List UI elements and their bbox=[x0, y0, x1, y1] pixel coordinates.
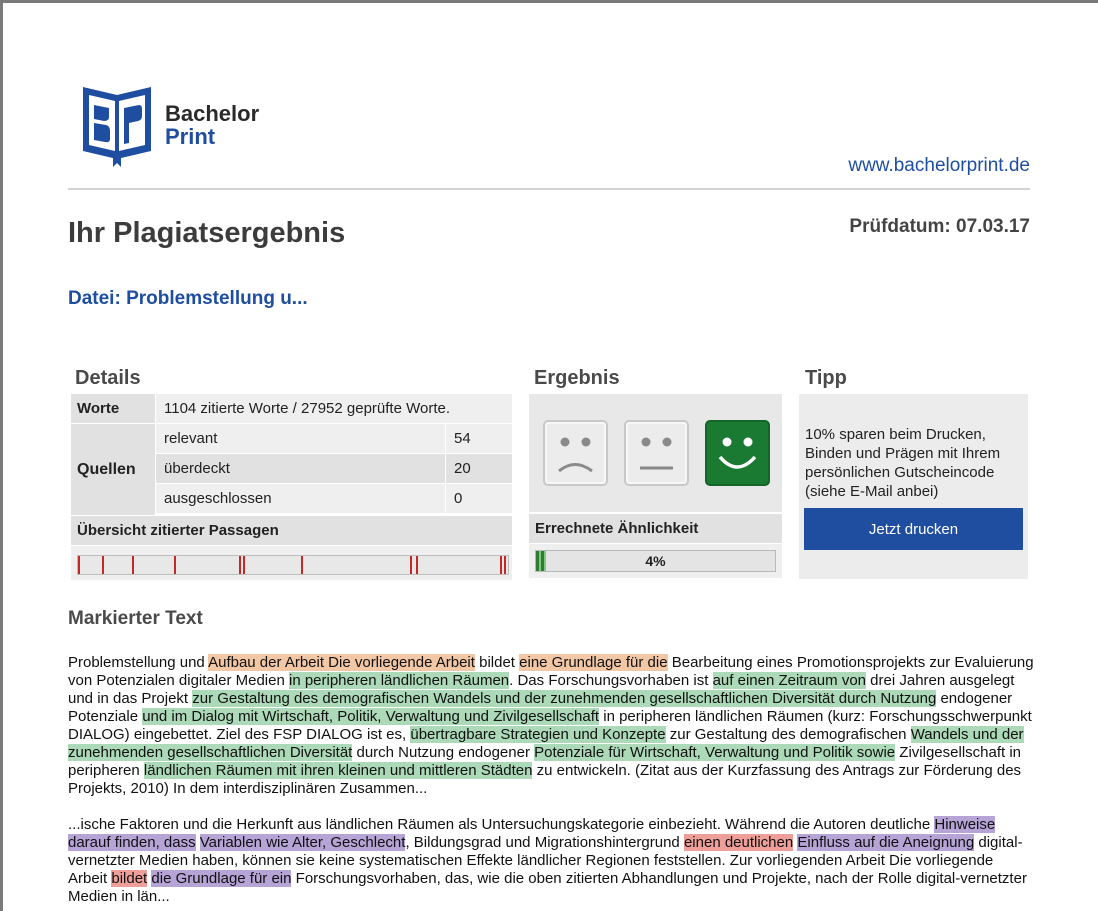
highlighted-passage[interactable]: und im Dialog mit Wirtschaft, Politik, Verwaltung und Zivilgesellschaft bbox=[142, 708, 600, 725]
similarity-bar bbox=[535, 550, 776, 572]
logo-line-bachelor: Bachelor bbox=[165, 101, 260, 126]
worte-row bbox=[71, 394, 512, 424]
quellen-row-value: 0 bbox=[445, 484, 512, 513]
page-title: Ihr Plagiatsergebnis bbox=[68, 217, 346, 249]
tipp-heading: Tipp bbox=[805, 367, 847, 389]
passage-marker[interactable] bbox=[410, 556, 412, 574]
ergebnis-heading: Ergebnis bbox=[534, 367, 620, 389]
quellen-row bbox=[155, 454, 512, 484]
details-heading: Details bbox=[75, 367, 141, 389]
bachelorprint-logo[interactable] bbox=[79, 81, 279, 167]
highlighted-passage[interactable]: übertragbare Strategien und Konzepte bbox=[410, 726, 666, 743]
highlighted-passage[interactable]: einen deutlichen bbox=[683, 834, 794, 851]
text-segment: in peripheren ländlichen Räumen (kurz: Forschungsschwerpunkt DIALOG) eingebettet. Ziel des FSP DIALOG ist es, bbox=[68, 708, 1032, 743]
highlighted-passage[interactable]: Einfluss auf die Aneignung bbox=[797, 834, 975, 851]
passage-marker[interactable] bbox=[243, 556, 245, 574]
result-faces bbox=[529, 394, 782, 514]
passage-marker[interactable] bbox=[132, 556, 134, 574]
similarity-value: 4% bbox=[645, 553, 666, 569]
highlighted-passage[interactable]: Aufbau der Arbeit Die vorliegende Arbeit bbox=[208, 654, 475, 671]
marked-paragraph-2 bbox=[68, 816, 1035, 906]
quellen-row bbox=[155, 484, 512, 514]
passage-marker[interactable] bbox=[78, 556, 80, 574]
text-segment: Bearbeitung eines Promotionsprojekts zur Evaluierung von Potenzialen digitaler Medien bbox=[68, 654, 1034, 689]
text-segment: zu entwickeln. (Zitat aus der Kurzfassung des Antrags zur Förderung des Projekts, 2010) In dem interdisziplinären Zusammen... bbox=[68, 762, 1022, 797]
uebersicht-label: Übersicht zitierter Passagen bbox=[71, 516, 512, 546]
quellen-row-label: ausgeschlossen bbox=[155, 484, 445, 513]
highlighted-passage[interactable]: auf einen Zeitraum von bbox=[712, 672, 866, 689]
details-table bbox=[71, 394, 512, 580]
file-name: Datei: Problemstellung u... bbox=[68, 288, 308, 309]
quellen-row-label: überdeckt bbox=[155, 454, 445, 483]
text-segment: digital-vernetzter Medien haben, können sie keine systematischen Effekte ländlicher Regionen feststellen. Zur vorliegenden Arbeit Die vorliegende Arbeit bbox=[68, 834, 1023, 887]
quellen-group bbox=[71, 424, 512, 516]
passage-marker[interactable] bbox=[102, 556, 104, 574]
quellen-row-value: 20 bbox=[445, 454, 512, 483]
passage-marker[interactable] bbox=[504, 556, 506, 574]
highlighted-passage[interactable]: zur Gestaltung des demografischen Wandels und der zunehmenden gesellschaftlichen Diversität durch Nutzung bbox=[192, 690, 937, 707]
text-segment: bildet bbox=[474, 654, 520, 671]
jetzt-drucken-button[interactable]: Jetzt drucken bbox=[804, 508, 1023, 550]
text-segment: drei Jahren ausgelegt und in das Projekt bbox=[68, 672, 1015, 707]
passage-marker[interactable] bbox=[416, 556, 418, 574]
text-segment: durch Nutzung endogener bbox=[352, 744, 535, 761]
logo-line-print: Print bbox=[165, 124, 216, 149]
highlighted-passage[interactable]: Wandels und der zunehmenden gesellschaftlichen Diversität bbox=[68, 726, 1024, 761]
tipp-text: 10% sparen beim Drucken, Binden und Prägen mit Ihrem persönlichen Gutscheincode (siehe E-Mail anbei) bbox=[805, 426, 1001, 500]
highlighted-passage[interactable]: ländlichen Räumen mit ihren kleinen und mittleren Städten bbox=[143, 762, 533, 779]
passage-marker[interactable] bbox=[174, 556, 176, 574]
passages-overview-bar[interactable] bbox=[77, 555, 509, 575]
happy-face-icon bbox=[705, 420, 770, 486]
text-segment: . Das Forschungsvorhaben ist bbox=[509, 672, 713, 689]
highlighted-passage[interactable]: Potenziale für Wirtschaft, Verwaltung und Politik sowie bbox=[534, 744, 896, 761]
quellen-row-label: relevant bbox=[155, 424, 445, 453]
marked-paragraph-1 bbox=[68, 654, 1035, 798]
worte-value: 1104 zitierte Worte / 27952 geprüfte Worte. bbox=[155, 394, 512, 423]
book-logo-icon bbox=[79, 81, 155, 167]
quellen-label: Quellen bbox=[71, 424, 155, 516]
quellen-row-value: 54 bbox=[445, 424, 512, 453]
highlighted-passage[interactable]: bildet bbox=[111, 870, 148, 887]
text-segment: Problemstellung und bbox=[68, 654, 209, 671]
header-divider bbox=[68, 188, 1030, 190]
quellen-row bbox=[155, 424, 512, 454]
highlighted-passage[interactable]: Variablen wie Alter, Geschlecht bbox=[199, 834, 406, 851]
highlighted-passage[interactable]: Hinweise darauf finden, dass bbox=[68, 816, 996, 851]
report-page bbox=[3, 3, 1098, 911]
text-segment: , Bildungsgrad und Migrationshintergrund bbox=[405, 834, 684, 851]
highlighted-passage[interactable]: in peripheren ländlichen Räumen bbox=[288, 672, 510, 689]
similarity-label: Errechnete Ähnlichkeit bbox=[529, 514, 782, 544]
text-segment: Forschungsvorhaben, das, wie die oben zitierten Abhandlungen und Projekte, nach der Rolle digital-vernetzter Medien in län... bbox=[68, 870, 1027, 905]
worte-label: Worte bbox=[71, 394, 155, 423]
check-date: Prüfdatum: 07.03.17 bbox=[849, 216, 1030, 237]
passage-marker[interactable] bbox=[301, 556, 303, 574]
highlighted-passage[interactable]: eine Grundlage für die bbox=[519, 654, 668, 671]
sad-face-icon bbox=[543, 420, 608, 486]
passage-marker[interactable] bbox=[500, 556, 502, 574]
neutral-face-icon bbox=[624, 420, 689, 486]
ergebnis-panel bbox=[529, 394, 782, 578]
highlighted-passage[interactable]: die Grundlage für ein bbox=[151, 870, 292, 887]
text-segment: zur Gestaltung des demografischen bbox=[665, 726, 911, 743]
marked-text-heading: Markierter Text bbox=[68, 608, 203, 629]
text-segment: endogener Potenziale bbox=[68, 690, 1013, 725]
text-segment: Zivilgesellschaft in peripheren bbox=[68, 744, 1022, 779]
website-link[interactable]: www.bachelorprint.de bbox=[848, 155, 1030, 176]
tipp-panel bbox=[799, 394, 1028, 579]
text-segment: ...ische Faktoren und die Herkunft aus ländlichen Räumen als Untersuchungskategorie einbezieht. Während die Autoren deutliche bbox=[68, 816, 935, 833]
passage-marker[interactable] bbox=[239, 556, 241, 574]
